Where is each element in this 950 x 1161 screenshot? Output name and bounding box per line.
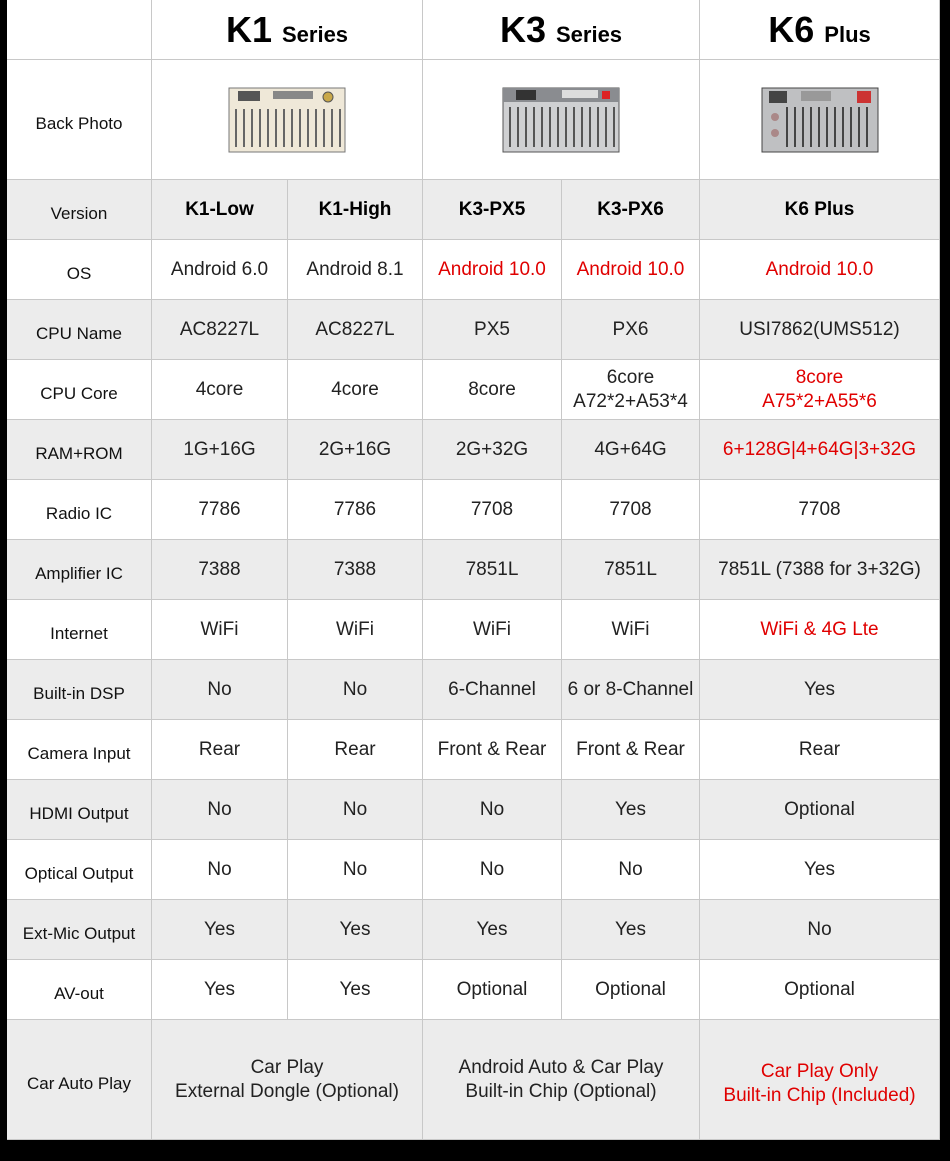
ext-mic-output-value: Yes [423,900,562,960]
version-k3-px5: K3-PX5 [423,180,562,240]
version-k3-px6: K3-PX6 [562,180,700,240]
radio-ic-value: 7786 [152,480,288,540]
ram-rom-value: 1G+16G [152,420,288,480]
av-out-value: Yes [288,960,423,1020]
built-in-dsp-label: Built-in DSP [7,660,152,720]
amplifier-ic-label: Amplifier IC [7,540,152,600]
header-corner [7,0,152,60]
hdmi-output-value: Optional [700,780,940,840]
cpu-name-value: AC8227L [152,300,288,360]
car-auto-play-label: Car Auto Play [7,1020,152,1140]
amplifier-ic-value: 7388 [288,540,423,600]
radio-ic-value: 7786 [288,480,423,540]
amplifier-ic-value: 7851L (7388 for 3+32G) [700,540,940,600]
built-in-dsp-value: No [288,660,423,720]
k6-subtitle: Plus [824,21,871,47]
header-k1-series [152,0,423,60]
k6-back-image [761,87,879,153]
cpu-name-value: AC8227L [288,300,423,360]
k1-back-image [228,87,346,153]
amplifier-ic-value: 7388 [152,540,288,600]
k1-title: K1 [225,8,272,50]
amplifier-ic-value: 7851L [423,540,562,600]
ext-mic-output-value: Yes [288,900,423,960]
k3-back-photo [423,60,700,180]
optical-output-value: No [288,840,423,900]
optical-output-value: No [152,840,288,900]
camera-input-value: Front & Rear [562,720,700,780]
radio-ic-label: Radio IC [7,480,152,540]
internet-value: WiFi [288,600,423,660]
version-k6-plus: K6 Plus [700,180,940,240]
cpu-core-value: 8core A75*2+A55*6 [700,360,940,420]
ram-rom-value: 2G+16G [288,420,423,480]
camera-input-value: Rear [700,720,940,780]
back-photo-label: Back Photo [7,60,152,180]
hdmi-output-label: HDMI Output [7,780,152,840]
hdmi-output-value: Yes [562,780,700,840]
car-auto-play-k6: Car Play Only Built-in Chip (Included) [700,1020,940,1140]
cpu-name-value: PX5 [423,300,562,360]
ext-mic-output-value: Yes [562,900,700,960]
os-value: Android 8.1 [288,240,423,300]
cpu-core-value: 4core [288,360,423,420]
ext-mic-output-value: Yes [152,900,288,960]
os-value: Android 10.0 [700,240,940,300]
k1-back-photo [152,60,423,180]
av-out-label: AV-out [7,960,152,1020]
internet-value: WiFi [423,600,562,660]
radio-ic-value: 7708 [562,480,700,540]
built-in-dsp-value: 6 or 8-Channel [562,660,700,720]
k6-title: K6 [768,8,815,50]
cpu-core-label: CPU Core [7,360,152,420]
amplifier-ic-value: 7851L [562,540,700,600]
optical-output-value: Yes [700,840,940,900]
internet-value: WiFi & 4G Lte [700,600,940,660]
ram-rom-value: 6+128G|4+64G|3+32G [700,420,940,480]
ext-mic-output-value: No [700,900,940,960]
ext-mic-output-label: Ext-Mic Output [7,900,152,960]
cpu-name-value: PX6 [562,300,700,360]
os-value: Android 10.0 [423,240,562,300]
header-k3-series [423,0,700,60]
camera-input-value: Rear [288,720,423,780]
internet-value: WiFi [152,600,288,660]
cpu-core-value: 6core A72*2+A53*4 [562,360,700,420]
built-in-dsp-value: 6-Channel [423,660,562,720]
optical-output-label: Optical Output [7,840,152,900]
camera-input-value: Front & Rear [423,720,562,780]
internet-value: WiFi [562,600,700,660]
av-out-value: Optional [700,960,940,1020]
version-label: Version [7,180,152,240]
ram-rom-label: RAM+ROM [7,420,152,480]
car-auto-play-k3: Android Auto & Car Play Built-in Chip (Optional) [423,1020,700,1140]
header-k6-plus [700,0,940,60]
av-out-value: Optional [423,960,562,1020]
os-value: Android 6.0 [152,240,288,300]
car-auto-play-k1: Car Play External Dongle (Optional) [152,1020,423,1140]
hdmi-output-value: No [423,780,562,840]
os-label: OS [7,240,152,300]
radio-ic-value: 7708 [700,480,940,540]
av-out-value: Yes [152,960,288,1020]
cpu-core-value: 8core [423,360,562,420]
built-in-dsp-value: Yes [700,660,940,720]
hdmi-output-value: No [152,780,288,840]
os-value: Android 10.0 [562,240,700,300]
k6-back-photo [700,60,940,180]
k3-back-image [502,87,620,153]
hdmi-output-value: No [288,780,423,840]
optical-output-value: No [423,840,562,900]
built-in-dsp-value: No [152,660,288,720]
cpu-name-label: CPU Name [7,300,152,360]
cpu-core-value: 4core [152,360,288,420]
camera-input-value: Rear [152,720,288,780]
k1-subtitle: Series [281,21,349,47]
version-k1-low: K1-Low [152,180,288,240]
version-k1-high: K1-High [288,180,423,240]
k3-subtitle: Series [555,21,623,47]
av-out-value: Optional [562,960,700,1020]
camera-input-label: Camera Input [7,720,152,780]
cpu-name-value: USI7862(UMS512) [700,300,940,360]
internet-label: Internet [7,600,152,660]
optical-output-value: No [562,840,700,900]
radio-ic-value: 7708 [423,480,562,540]
ram-rom-value: 2G+32G [423,420,562,480]
ram-rom-value: 4G+64G [562,420,700,480]
k3-title: K3 [499,8,546,50]
comparison-table [7,0,940,1140]
